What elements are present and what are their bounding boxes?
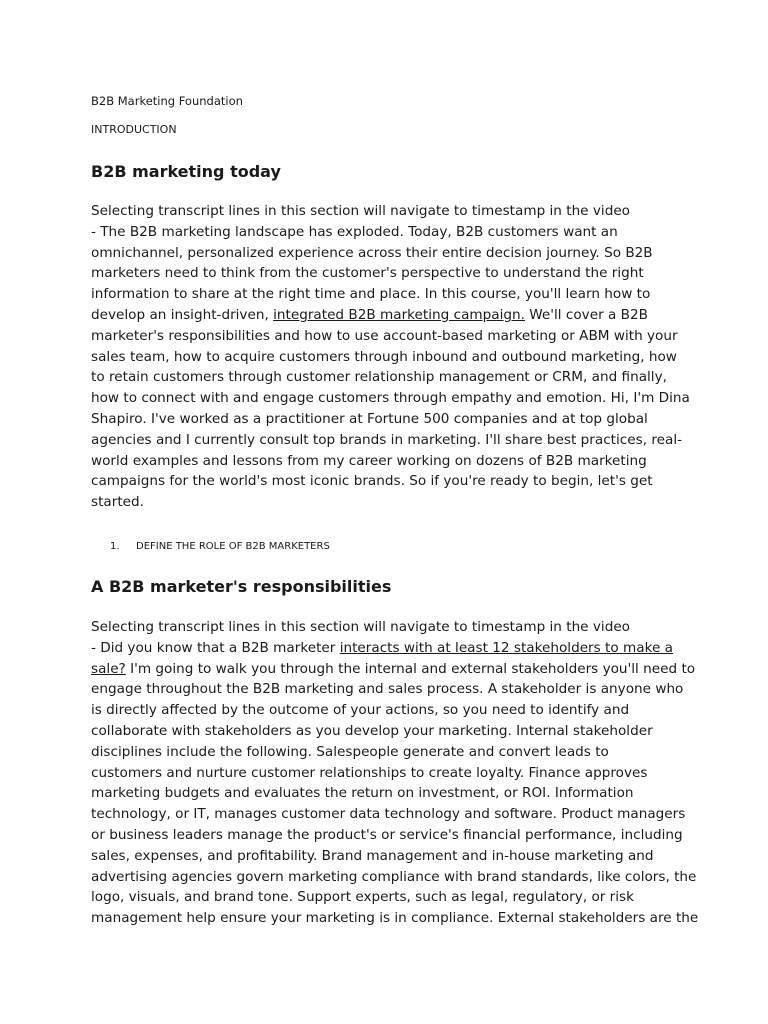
intro-label: INTRODUCTION — [91, 123, 177, 136]
transcript-line[interactable]: or business leaders manage the product's or service's financial performance, including — [91, 826, 683, 843]
transcript-line[interactable]: is directly affected by the outcome of your actions, so you need to identify and — [91, 702, 630, 719]
transcript-line[interactable]: advertising agencies govern marketing compliance with brand standards, like colors, the — [91, 868, 697, 885]
transcript-line[interactable]: sales, expenses, and profitability. Brand management and in-house marketing and — [91, 847, 654, 864]
transcript-paragraph-1 — [91, 201, 691, 513]
transcript-line[interactable]: sales team, how to acquire customers through inbound and outbound marketing, how — [91, 348, 677, 365]
transcript-line[interactable]: collaborate with stakeholders as you develop your marketing. Internal stakeholder — [91, 722, 653, 739]
transcript-line[interactable]: how to connect with and engage customers through empathy and emotion. Hi, I'm Dina — [91, 390, 690, 407]
transcript-text: I'm going to walk you through the internal and external stakeholders you'll need to — [125, 660, 696, 677]
transcript-text: - Did you know that a B2B marketer — [91, 639, 340, 656]
document-title: B2B Marketing Foundation — [91, 94, 243, 108]
transcript-text: We'll cover a B2B — [524, 306, 648, 323]
section-heading-b2b-marketing-today: B2B marketing today — [91, 162, 281, 181]
transcript-line[interactable]: omnichannel, personalized experience across their entire decision journey. So B2B — [91, 244, 653, 261]
transcript-line[interactable]: marketers need to think from the customer's perspective to understand the right — [91, 265, 644, 282]
chapter-label-define-role — [110, 541, 330, 552]
transcript-text: develop an insight-driven, — [91, 306, 274, 323]
transcript-line[interactable] — [91, 305, 691, 326]
chapter-title: DEFINE THE ROLE OF B2B MARKETERS — [136, 541, 330, 552]
transcript-line[interactable]: to retain customers through customer relationship management or CRM, and finally, — [91, 369, 667, 386]
chapter-number: 1. — [110, 541, 120, 552]
transcript-line[interactable]: engage throughout the B2B marketing and sales process. A stakeholder is anyone who — [91, 681, 684, 698]
section-heading-b2b-responsibilities: A B2B marketer's responsibilities — [91, 577, 392, 596]
transcript-line[interactable]: Shapiro. I've worked as a practitioner at Fortune 500 companies and at top global — [91, 410, 648, 427]
highlighted-transcript-link[interactable]: sale? — [91, 660, 126, 677]
highlighted-transcript-link[interactable]: interacts with at least 12 stakeholders to make a — [339, 639, 673, 656]
transcript-paragraph-2 — [91, 617, 699, 929]
transcript-line[interactable]: marketer's responsibilities and how to use account-based marketing or ABM with your — [91, 327, 678, 344]
transcript-line[interactable]: world examples and lessons from my career working on dozens of B2B marketing — [91, 452, 647, 469]
transcript-line[interactable] — [91, 659, 696, 680]
transcript-line[interactable]: marketing budgets and evaluates the return on investment, or ROI. Information — [91, 785, 634, 802]
transcript-line[interactable]: disciplines include the following. Salespeople generate and convert leads to — [91, 743, 609, 760]
highlighted-transcript-link[interactable]: integrated B2B marketing campaign. — [273, 306, 525, 323]
transcript-line[interactable]: logo, visuals, and brand tone. Support experts, such as legal, regulatory, or risk — [91, 889, 635, 906]
transcript-line[interactable]: customers and nurture customer relationships to create loyalty. Finance approves — [91, 764, 648, 781]
transcript-line[interactable]: agencies and I currently consult top brands in marketing. I'll share best practices, real- — [91, 431, 683, 448]
transcript-line[interactable]: information to share at the right time and place. In this course, you'll learn how to — [91, 286, 651, 303]
transcript-line[interactable]: technology, or IT, manages customer data technology and software. Product managers — [91, 806, 686, 823]
transcript-line[interactable]: campaigns for the world's most iconic brands. So if you're ready to begin, let's get — [91, 473, 653, 490]
transcript-line[interactable]: started. — [91, 494, 144, 511]
transcript-line[interactable]: Selecting transcript lines in this section will navigate to timestamp in the video — [91, 203, 630, 219]
transcript-line[interactable] — [91, 638, 691, 659]
transcript-line[interactable]: - The B2B marketing landscape has exploded. Today, B2B customers want an — [91, 223, 618, 240]
transcript-line[interactable]: management help ensure your marketing is in compliance. External stakeholders are the — [91, 910, 699, 927]
transcript-line[interactable]: Selecting transcript lines in this section will navigate to timestamp in the video — [91, 619, 630, 635]
